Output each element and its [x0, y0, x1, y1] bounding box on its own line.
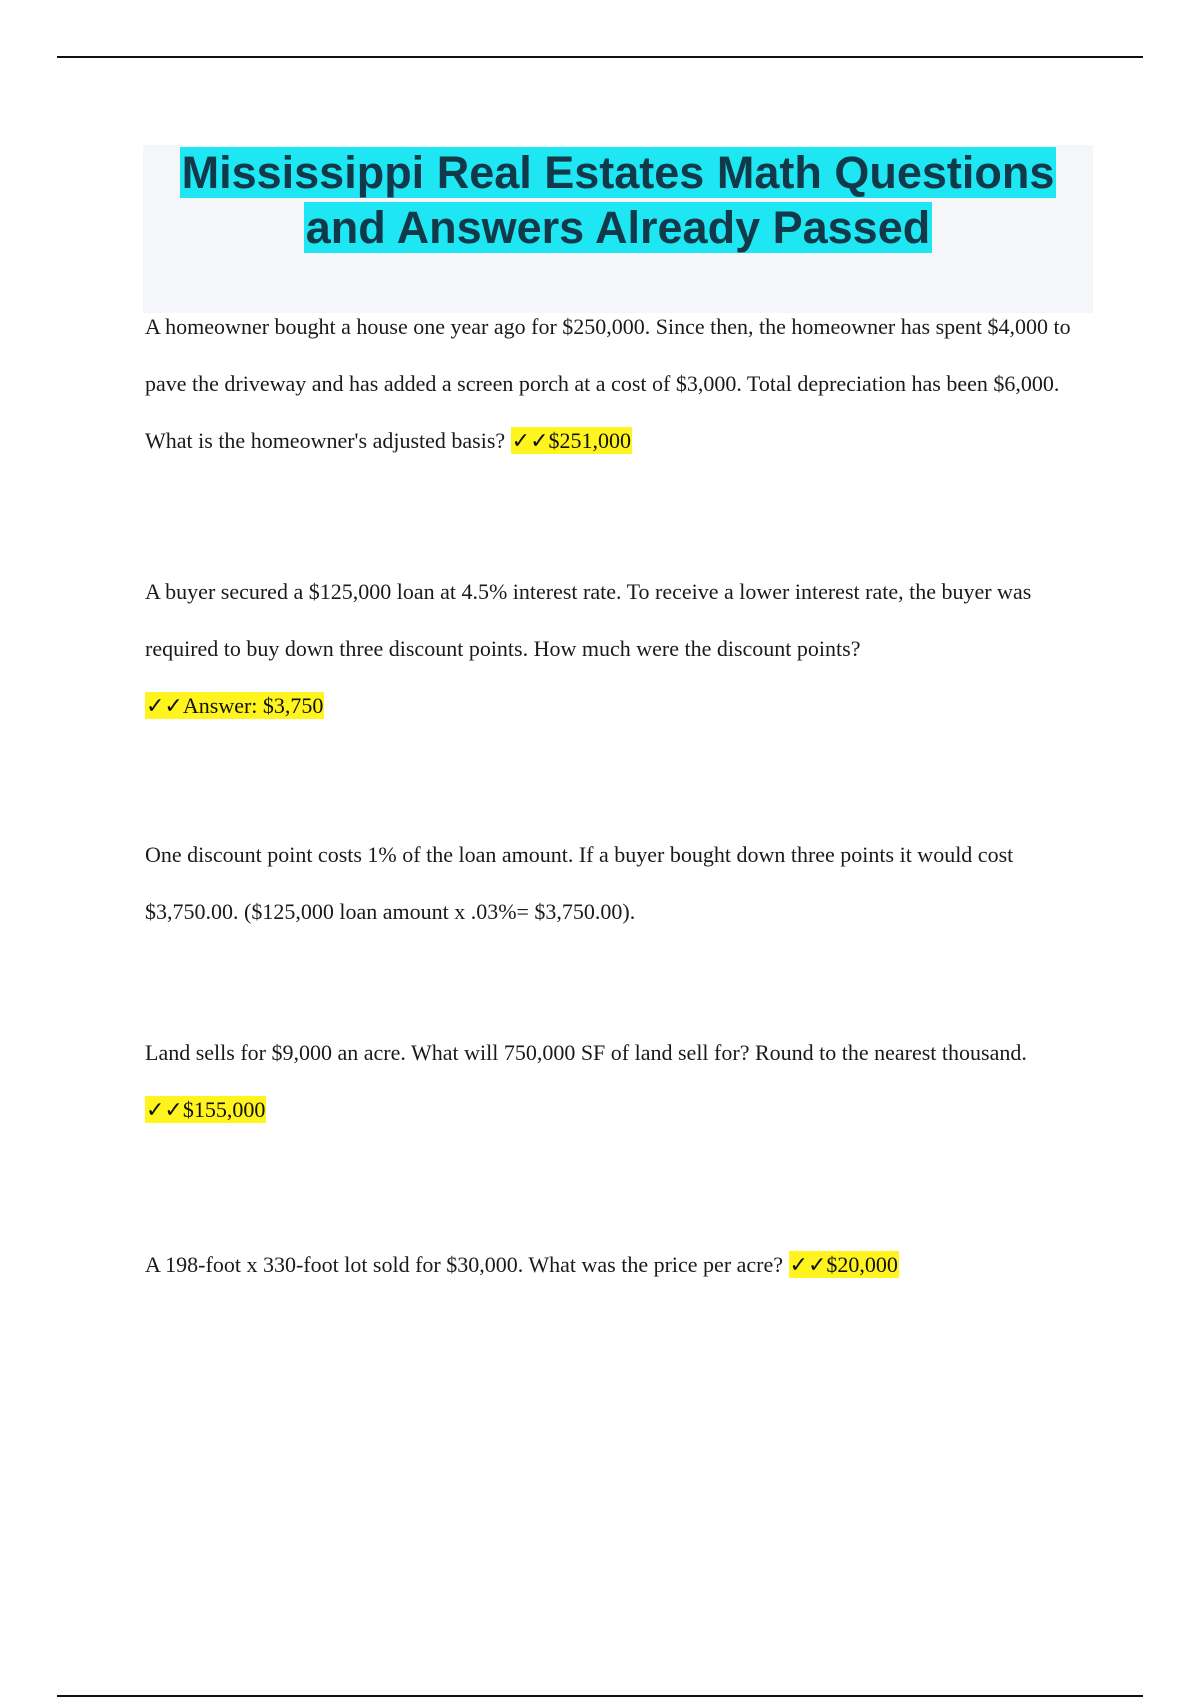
page-title — [143, 145, 1093, 255]
explanation-text: One discount point costs 1% of the loan amount. If a buyer bought down three points it would cost $3,750.00. ($125,000 loan amount x .03%= $3,750.00). — [145, 842, 1014, 924]
question-1 — [145, 298, 1095, 469]
title-line-1: Mississippi Real Estates Math Questions — [181, 147, 1055, 198]
answer-highlight: ✓✓$155,000 — [146, 1097, 266, 1122]
title-block — [143, 145, 1093, 313]
answer-highlight: ✓✓Answer: $3,750 — [146, 693, 324, 718]
answer-highlight: ✓✓$20,000 — [789, 1252, 898, 1277]
question-4 — [145, 1236, 1095, 1293]
question-2 — [145, 563, 1095, 734]
top-rule — [57, 56, 1143, 58]
bottom-rule — [57, 1695, 1143, 1697]
question-3 — [145, 1024, 1095, 1138]
question-text: A buyer secured a $125,000 loan at 4.5% interest rate. To receive a lower interest rate, the buyer was required to buy down three discount points. How much were the discount points? — [145, 579, 1032, 661]
title-line-2: and Answers Already Passed — [305, 202, 931, 253]
question-text: A 198-foot x 330-foot lot sold for $30,000. What was the price per acre? — [145, 1252, 784, 1277]
explanation — [145, 826, 1095, 940]
answer-highlight: ✓✓$251,000 — [511, 428, 632, 453]
question-text: Land sells for $9,000 an acre. What will 750,000 SF of land sell for? Round to the nearest thousand. — [145, 1040, 1027, 1065]
question-text: A homeowner bought a house one year ago for $250,000. Since then, the homeowner has spent $4,000 to pave the driveway and has added a screen porch at a cost of $3,000. Total depreciation has been $6,000. What is the homeowner's adjusted basis? — [145, 314, 1071, 453]
